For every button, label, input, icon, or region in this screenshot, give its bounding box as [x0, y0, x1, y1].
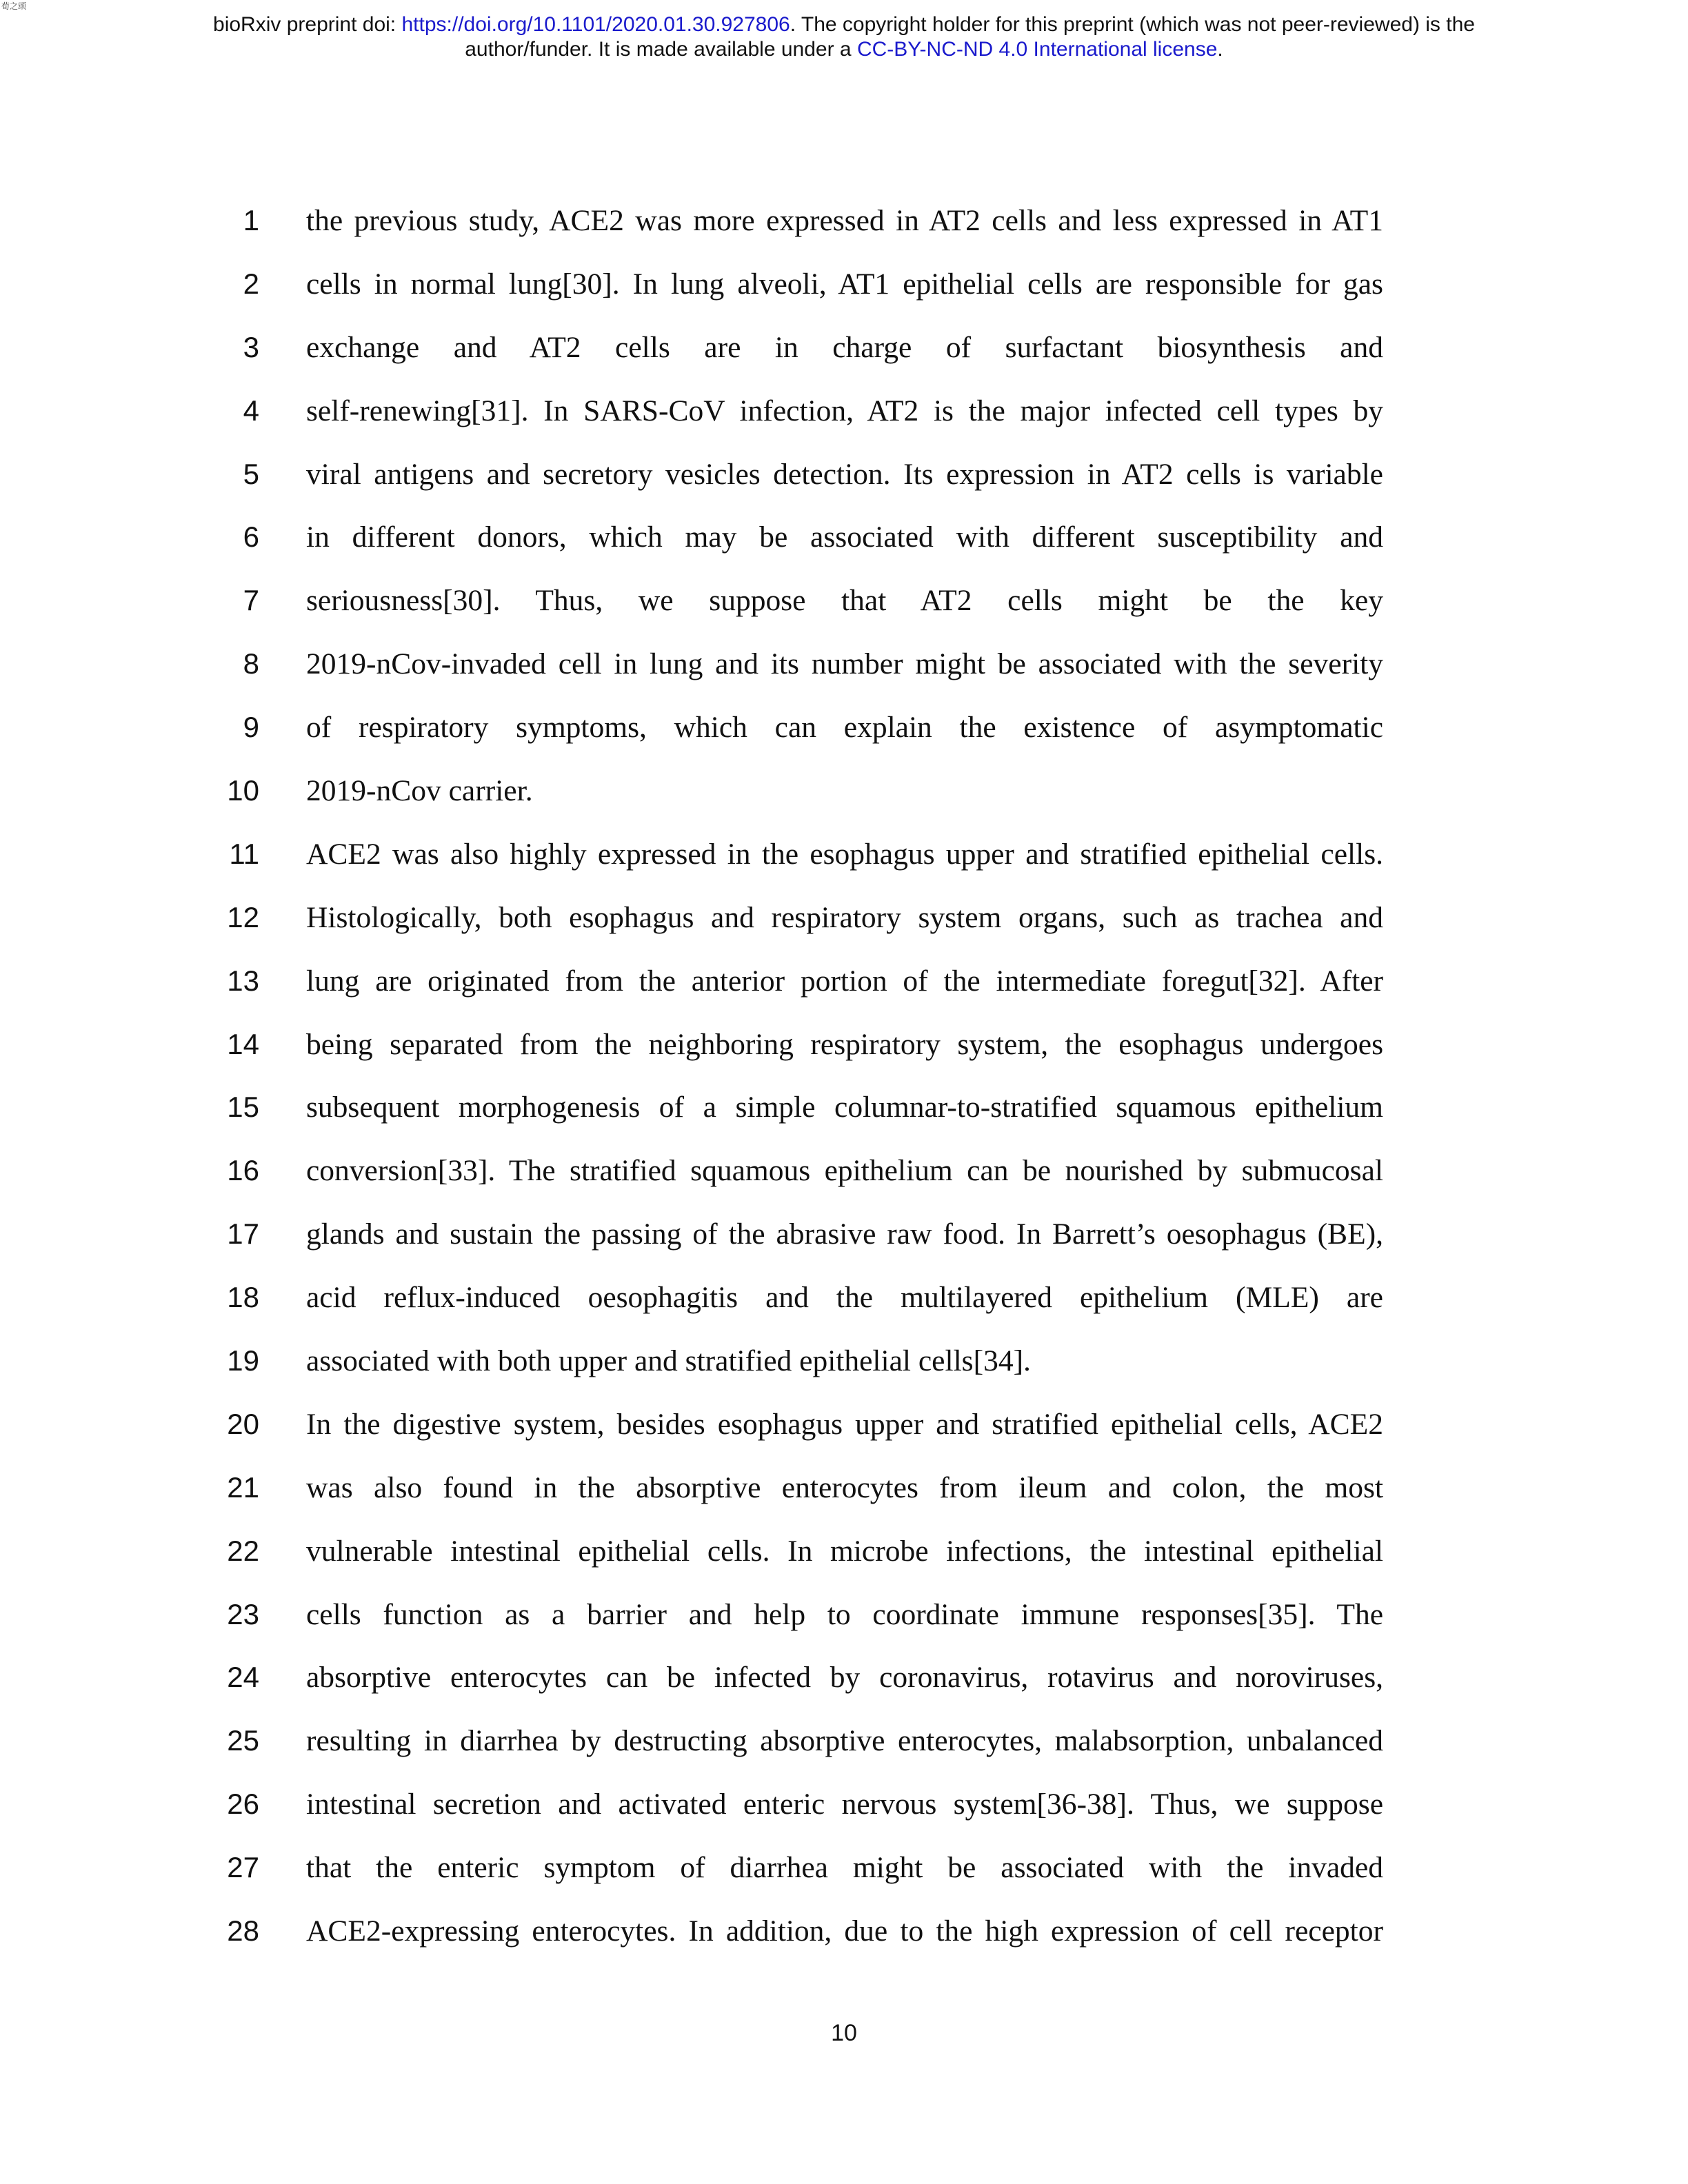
line-number: 6: [243, 520, 259, 554]
line-text: self-renewing[31]. In SARS-CoV infection, AT2 is the major infected cell types by: [306, 394, 1383, 427]
manuscript-line: [0, 770, 1688, 833]
line-number: 21: [227, 1470, 259, 1504]
line-number: 2: [243, 267, 259, 300]
line-text: ACE2 was also highly expressed in the esophagus upper and stratified epithelial cells.: [306, 837, 1383, 871]
manuscript-line: [0, 1213, 1688, 1277]
line-text: being separated from the neighboring respiratory system, the esophagus undergoes: [306, 1027, 1383, 1061]
line-text: acid reflux-induced oesophagitis and the multilayered epithelium (MLE) are: [306, 1281, 1383, 1315]
line-number: 24: [227, 1661, 259, 1694]
manuscript-line: [0, 960, 1688, 1024]
line-number: 14: [227, 1027, 259, 1060]
header-line-2: [0, 37, 1688, 62]
manuscript-line: [0, 1720, 1688, 1783]
line-number: 25: [227, 1724, 259, 1757]
manuscript-line: [0, 327, 1688, 390]
manuscript-line: [0, 1530, 1688, 1594]
doi-link[interactable]: https://doi.org/10.1101/2020.01.30.927806: [401, 13, 790, 36]
line-number: 8: [243, 647, 259, 680]
manuscript-line: [0, 1467, 1688, 1530]
preprint-header: [0, 12, 1688, 62]
line-text: lung are originated from the anterior portion of the intermediate foregut[32]. After: [306, 964, 1383, 998]
line-text: ACE2-expressing enterocytes. In addition, due to the high expression of cell receptor: [306, 1914, 1383, 1948]
manuscript-line: [0, 263, 1688, 327]
line-number: 13: [227, 964, 259, 997]
line-number: 26: [227, 1788, 259, 1821]
manuscript-line: [0, 1277, 1688, 1340]
header-copyright-text: . The copyright holder for this preprint (which was not peer-reviewed) is the: [790, 13, 1475, 36]
line-text: glands and sustain the passing of the abrasive raw food. In Barrett’s oesophagus (BE),: [306, 1217, 1383, 1251]
line-text: intestinal secretion and activated enteric nervous system[36-38]. Thus, we suppose: [306, 1788, 1383, 1821]
manuscript-body: [0, 200, 1688, 1974]
line-number: 9: [243, 711, 259, 744]
line-text: 2019-nCov-invaded cell in lung and its number might be associated with the severity: [306, 647, 1383, 681]
line-text: seriousness[30]. Thus, we suppose that AT2 cells might be the key: [306, 584, 1383, 618]
manuscript-line: [0, 707, 1688, 770]
manuscript-line: [0, 1783, 1688, 1847]
line-number: 10: [227, 774, 259, 807]
line-text: the previous study, ACE2 was more expressed in AT2 cells and less expressed in AT1: [306, 204, 1383, 237]
line-number: 20: [227, 1407, 259, 1440]
line-text: exchange and AT2 cells are in charge of surfactant biosynthesis and: [306, 330, 1383, 364]
manuscript-line: [0, 1150, 1688, 1213]
manuscript-line: [0, 200, 1688, 263]
license-link[interactable]: CC-BY-NC-ND 4.0 International license: [856, 38, 1218, 61]
line-text: vulnerable intestinal epithelial cells. In microbe infections, the intestinal epithelial: [306, 1534, 1383, 1568]
manuscript-line: [0, 833, 1688, 897]
line-text: Histologically, both esophagus and respiratory system organs, such as trachea and: [306, 900, 1383, 934]
line-number: 11: [229, 837, 259, 870]
manuscript-line: [0, 1657, 1688, 1720]
manuscript-line: [0, 454, 1688, 517]
manuscript-line: [0, 390, 1688, 454]
line-number: 18: [227, 1281, 259, 1314]
line-text: in different donors, which may be associated with different susceptibility and: [306, 520, 1383, 554]
manuscript-line: [0, 580, 1688, 643]
page-number: 10: [831, 2020, 857, 2046]
line-number: 17: [227, 1217, 259, 1251]
manuscript-line: [0, 516, 1688, 580]
manuscript-line: [0, 1910, 1688, 1974]
manuscript-line: [0, 1024, 1688, 1087]
line-number: 15: [227, 1091, 259, 1124]
manuscript-line: [0, 1340, 1688, 1404]
manuscript-line: [0, 1404, 1688, 1467]
manuscript-line: [0, 643, 1688, 707]
manuscript-line: [0, 1594, 1688, 1657]
line-text: In the digestive system, besides esophagus upper and stratified epithelial cells, ACE2: [306, 1407, 1383, 1441]
line-number: 1: [243, 204, 259, 236]
line-number: 23: [227, 1597, 259, 1630]
corner-mark: 荀之颂: [1, 1, 27, 11]
line-text: viral antigens and secretory vesicles detection. Its expression in AT2 cells is variable: [306, 457, 1383, 491]
line-text: that the enteric symptom of diarrhea might be associated with the invaded: [306, 1851, 1383, 1885]
line-text: associated with both upper and stratified epithelial cells[34].: [306, 1344, 1031, 1378]
line-number: 16: [227, 1154, 259, 1187]
line-number: 22: [227, 1534, 259, 1567]
header-line2-prefix: author/funder. It is made available under a: [465, 38, 857, 61]
line-number: 19: [227, 1344, 259, 1377]
line-text: resulting in diarrhea by destructing absorptive enterocytes, malabsorption, unbalanced: [306, 1724, 1383, 1758]
line-text: 2019-nCov carrier.: [306, 774, 533, 808]
line-number: 5: [243, 457, 259, 490]
manuscript-line: [0, 1847, 1688, 1910]
manuscript-line: [0, 1086, 1688, 1150]
line-number: 28: [227, 1914, 259, 1948]
line-text: cells in normal lung[30]. In lung alveoli, AT1 epithelial cells are responsible for gas: [306, 267, 1383, 301]
line-text: conversion[33]. The stratified squamous epithelium can be nourished by submucosal: [306, 1154, 1383, 1188]
manuscript-line: [0, 897, 1688, 960]
line-text: subsequent morphogenesis of a simple columnar-to-stratified squamous epithelium: [306, 1091, 1383, 1124]
header-prefix: bioRxiv preprint doi:: [213, 13, 402, 36]
line-text: was also found in the absorptive enterocytes from ileum and colon, the most: [306, 1470, 1383, 1504]
line-number: 3: [243, 330, 259, 363]
line-text: cells function as a barrier and help to coordinate immune responses[35]. The: [306, 1597, 1383, 1631]
line-number: 7: [243, 584, 259, 617]
line-text: of respiratory symptoms, which can explain the existence of asymptomatic: [306, 711, 1383, 745]
line-text: absorptive enterocytes can be infected by coronavirus, rotavirus and noroviruses,: [306, 1661, 1383, 1695]
header-line-1: [0, 12, 1688, 37]
line-number: 4: [243, 394, 259, 427]
line-number: 12: [227, 900, 259, 933]
header-line2-suffix: .: [1217, 38, 1223, 61]
line-number: 27: [227, 1851, 259, 1884]
